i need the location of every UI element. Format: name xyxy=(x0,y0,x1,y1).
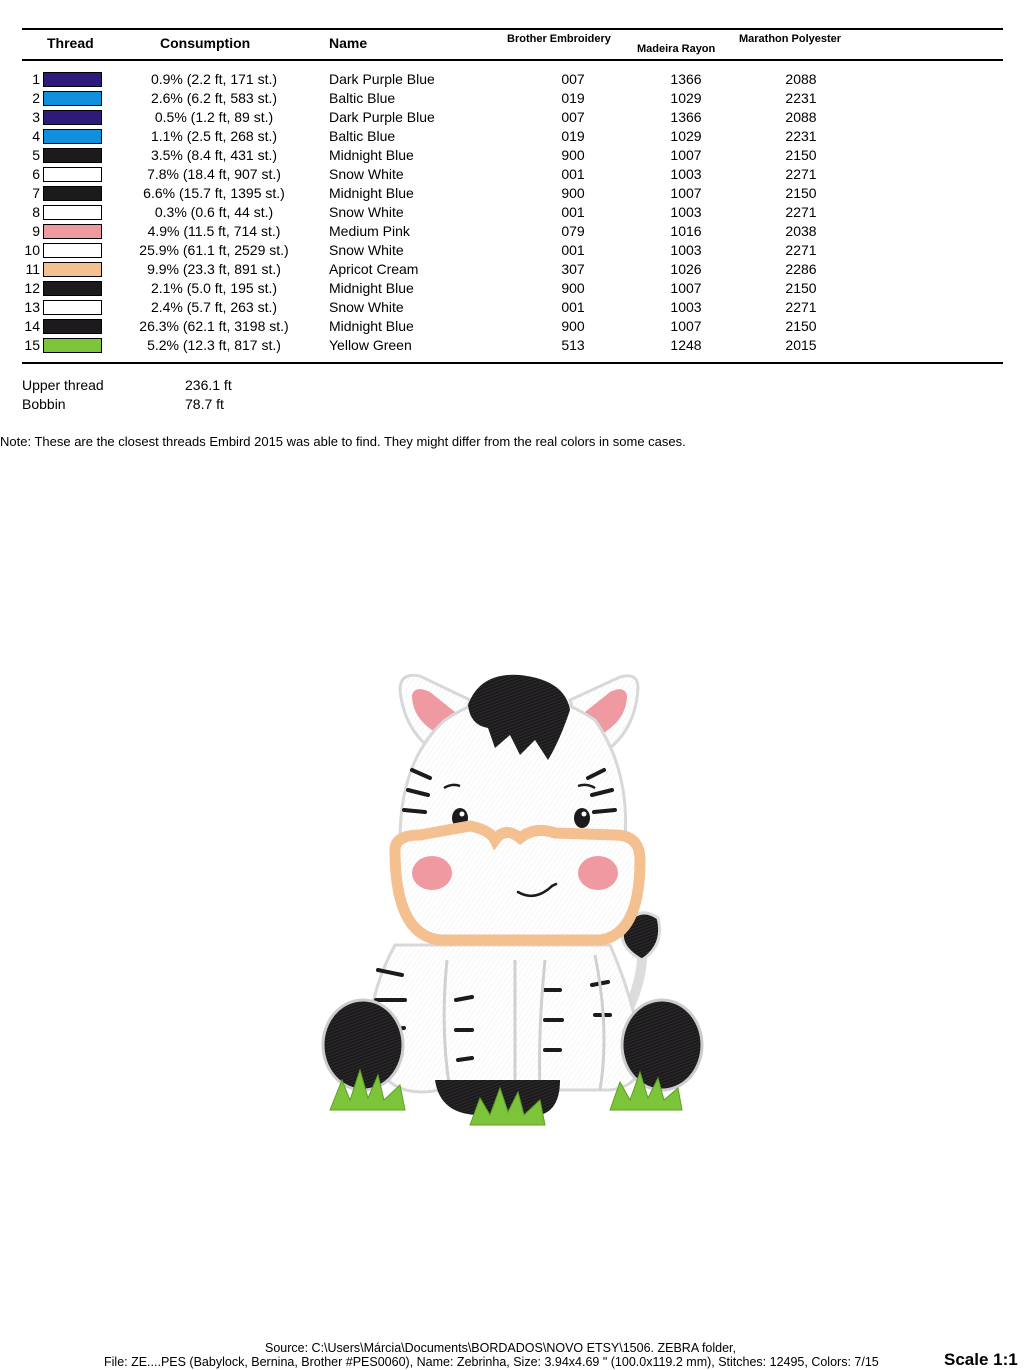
thread-consumption: 2.6% (6.2 ft, 583 st.) xyxy=(150,90,278,106)
thread-color-swatch xyxy=(43,262,102,277)
madeira-code: 1029 xyxy=(670,128,702,144)
brother-code: 007 xyxy=(561,71,585,87)
thread-color-swatch xyxy=(43,224,102,239)
brother-code: 001 xyxy=(561,204,585,220)
thread-note: Note: These are the closest threads Embird 2015 was able to find. They might differ from the real colors in some cases. xyxy=(0,434,686,449)
thread-color-swatch xyxy=(43,338,102,353)
thread-color-swatch xyxy=(43,129,102,144)
thread-name: Midnight Blue xyxy=(329,318,414,334)
table-row xyxy=(0,127,1024,146)
brother-code: 001 xyxy=(561,166,585,182)
madeira-code: 1029 xyxy=(670,90,702,106)
marathon-code: 2150 xyxy=(785,147,817,163)
thread-number: 10 xyxy=(24,242,40,258)
brother-code: 513 xyxy=(561,337,585,353)
marathon-code: 2231 xyxy=(785,128,817,144)
thread-consumption: 2.1% (5.0 ft, 195 st.) xyxy=(150,280,278,296)
thread-number: 2 xyxy=(32,90,40,106)
footer-source: Source: C:\Users\Márcia\Documents\BORDADOS\NOVO ETSY\1506. ZEBRA folder, xyxy=(265,1341,736,1355)
thread-name: Apricot Cream xyxy=(329,261,419,277)
thread-consumption: 1.1% (2.5 ft, 268 st.) xyxy=(150,128,278,144)
marathon-code: 2286 xyxy=(785,261,817,277)
table-row xyxy=(0,146,1024,165)
table-row xyxy=(0,222,1024,241)
header-madeira: Madeira Rayon xyxy=(637,43,716,55)
thread-color-swatch xyxy=(43,243,102,258)
table-top-rule xyxy=(22,28,1003,30)
thread-color-swatch xyxy=(43,205,102,220)
brother-code: 001 xyxy=(561,242,585,258)
thread-color-swatch xyxy=(43,300,102,315)
madeira-code: 1003 xyxy=(670,299,702,315)
brother-code: 019 xyxy=(561,90,585,106)
upper-thread-label: Upper thread xyxy=(22,377,104,393)
table-row xyxy=(0,89,1024,108)
marathon-code: 2231 xyxy=(785,90,817,106)
table-bottom-rule xyxy=(22,362,1003,364)
thread-name: Dark Purple Blue xyxy=(329,71,435,87)
zebra-embroidery-design xyxy=(300,660,730,1140)
thread-name: Dark Purple Blue xyxy=(329,109,435,125)
marathon-code: 2271 xyxy=(785,242,817,258)
thread-name: Snow White xyxy=(329,299,404,315)
madeira-code: 1366 xyxy=(670,71,702,87)
thread-consumption: 25.9% (61.1 ft, 2529 st.) xyxy=(139,242,289,258)
thread-consumption: 0.9% (2.2 ft, 171 st.) xyxy=(150,71,278,87)
thread-consumption: 5.2% (12.3 ft, 817 st.) xyxy=(147,337,281,353)
thread-number: 13 xyxy=(24,299,40,315)
bobbin-value: 78.7 ft xyxy=(185,396,224,412)
brother-code: 001 xyxy=(561,299,585,315)
table-row xyxy=(0,241,1024,260)
thread-consumption: 9.9% (23.3 ft, 891 st.) xyxy=(147,261,281,277)
marathon-code: 2271 xyxy=(785,299,817,315)
brother-code: 900 xyxy=(561,147,585,163)
upper-thread-value: 236.1 ft xyxy=(185,377,232,393)
thread-name: Yellow Green xyxy=(329,337,412,353)
thread-consumption: 3.5% (8.4 ft, 431 st.) xyxy=(150,147,278,163)
madeira-code: 1007 xyxy=(670,185,702,201)
thread-name: Medium Pink xyxy=(329,223,410,239)
madeira-code: 1248 xyxy=(670,337,702,353)
marathon-code: 2088 xyxy=(785,109,817,125)
header-brother: Brother Embroidery xyxy=(507,33,611,45)
thread-number: 1 xyxy=(32,71,40,87)
thread-color-swatch xyxy=(43,72,102,87)
marathon-code: 2271 xyxy=(785,204,817,220)
header-consumption: Consumption xyxy=(160,35,251,51)
table-row xyxy=(0,317,1024,336)
thread-color-swatch xyxy=(43,281,102,296)
table-row xyxy=(0,70,1024,89)
thread-number: 5 xyxy=(32,147,40,163)
brother-code: 900 xyxy=(561,280,585,296)
thread-consumption: 0.5% (1.2 ft, 89 st.) xyxy=(154,109,274,125)
footer-file-info: File: ZE....PES (Babylock, Bernina, Brother #PES0060), Name: Zebrinha, Size: 3.94x4.69 " (100.0x119.2 mm), Stitches: 12495, Colors: 7/15 xyxy=(104,1355,879,1369)
table-row xyxy=(0,165,1024,184)
thread-color-swatch xyxy=(43,319,102,334)
table-row xyxy=(0,203,1024,222)
marathon-code: 2088 xyxy=(785,71,817,87)
marathon-code: 2150 xyxy=(785,318,817,334)
header-marathon: Marathon Polyester xyxy=(739,33,842,45)
madeira-code: 1007 xyxy=(670,280,702,296)
madeira-code: 1007 xyxy=(670,147,702,163)
thread-name: Snow White xyxy=(329,242,404,258)
thread-name: Snow White xyxy=(329,204,404,220)
table-row xyxy=(0,279,1024,298)
madeira-code: 1003 xyxy=(670,204,702,220)
thread-name: Baltic Blue xyxy=(329,90,396,106)
header-name: Name xyxy=(329,35,368,51)
madeira-code: 1366 xyxy=(670,109,702,125)
thread-name: Baltic Blue xyxy=(329,128,396,144)
thread-name: Midnight Blue xyxy=(329,147,414,163)
thread-number: 11 xyxy=(25,261,40,277)
brother-code: 007 xyxy=(561,109,585,125)
thread-name: Midnight Blue xyxy=(329,185,414,201)
brother-code: 307 xyxy=(561,261,585,277)
thread-number: 8 xyxy=(32,204,40,220)
madeira-code: 1003 xyxy=(670,242,702,258)
thread-consumption: 6.6% (15.7 ft, 1395 st.) xyxy=(143,185,285,201)
marathon-code: 2271 xyxy=(785,166,817,182)
thread-number: 6 xyxy=(32,166,40,182)
thread-name: Midnight Blue xyxy=(329,280,414,296)
marathon-code: 2015 xyxy=(785,337,817,353)
bobbin-label: Bobbin xyxy=(22,396,66,412)
brother-code: 900 xyxy=(561,318,585,334)
madeira-code: 1003 xyxy=(670,166,702,182)
madeira-code: 1007 xyxy=(670,318,702,334)
brother-code: 079 xyxy=(561,223,585,239)
thread-number: 12 xyxy=(24,280,40,296)
thread-name: Snow White xyxy=(329,166,404,182)
madeira-code: 1016 xyxy=(670,223,702,239)
thread-number: 9 xyxy=(32,223,40,239)
table-header-rule xyxy=(22,59,1003,61)
marathon-code: 2038 xyxy=(785,223,817,239)
thread-consumption: 0.3% (0.6 ft, 44 st.) xyxy=(154,204,274,220)
madeira-code: 1026 xyxy=(670,261,702,277)
thread-number: 7 xyxy=(32,185,40,201)
table-row xyxy=(0,184,1024,203)
thread-color-swatch xyxy=(43,91,102,106)
thread-consumption: 2.4% (5.7 ft, 263 st.) xyxy=(150,299,278,315)
marathon-code: 2150 xyxy=(785,185,817,201)
table-row xyxy=(0,260,1024,279)
brother-code: 900 xyxy=(561,185,585,201)
thread-color-swatch xyxy=(43,148,102,163)
thread-color-swatch xyxy=(43,186,102,201)
thread-table xyxy=(0,70,1024,355)
thread-number: 14 xyxy=(24,318,40,334)
thread-number: 4 xyxy=(32,128,40,144)
table-row xyxy=(0,298,1024,317)
thread-color-swatch xyxy=(43,167,102,182)
thread-consumption: 26.3% (62.1 ft, 3198 st.) xyxy=(139,318,289,334)
table-row xyxy=(0,108,1024,127)
thread-color-swatch xyxy=(43,110,102,125)
thread-consumption: 7.8% (18.4 ft, 907 st.) xyxy=(147,166,281,182)
thread-number: 3 xyxy=(32,109,40,125)
thread-consumption: 4.9% (11.5 ft, 714 st.) xyxy=(147,223,281,239)
table-row xyxy=(0,336,1024,355)
thread-number: 15 xyxy=(24,337,40,353)
marathon-code: 2150 xyxy=(785,280,817,296)
brother-code: 019 xyxy=(561,128,585,144)
header-thread: Thread xyxy=(47,35,94,51)
scale-label: Scale 1:1 xyxy=(944,1350,1018,1369)
